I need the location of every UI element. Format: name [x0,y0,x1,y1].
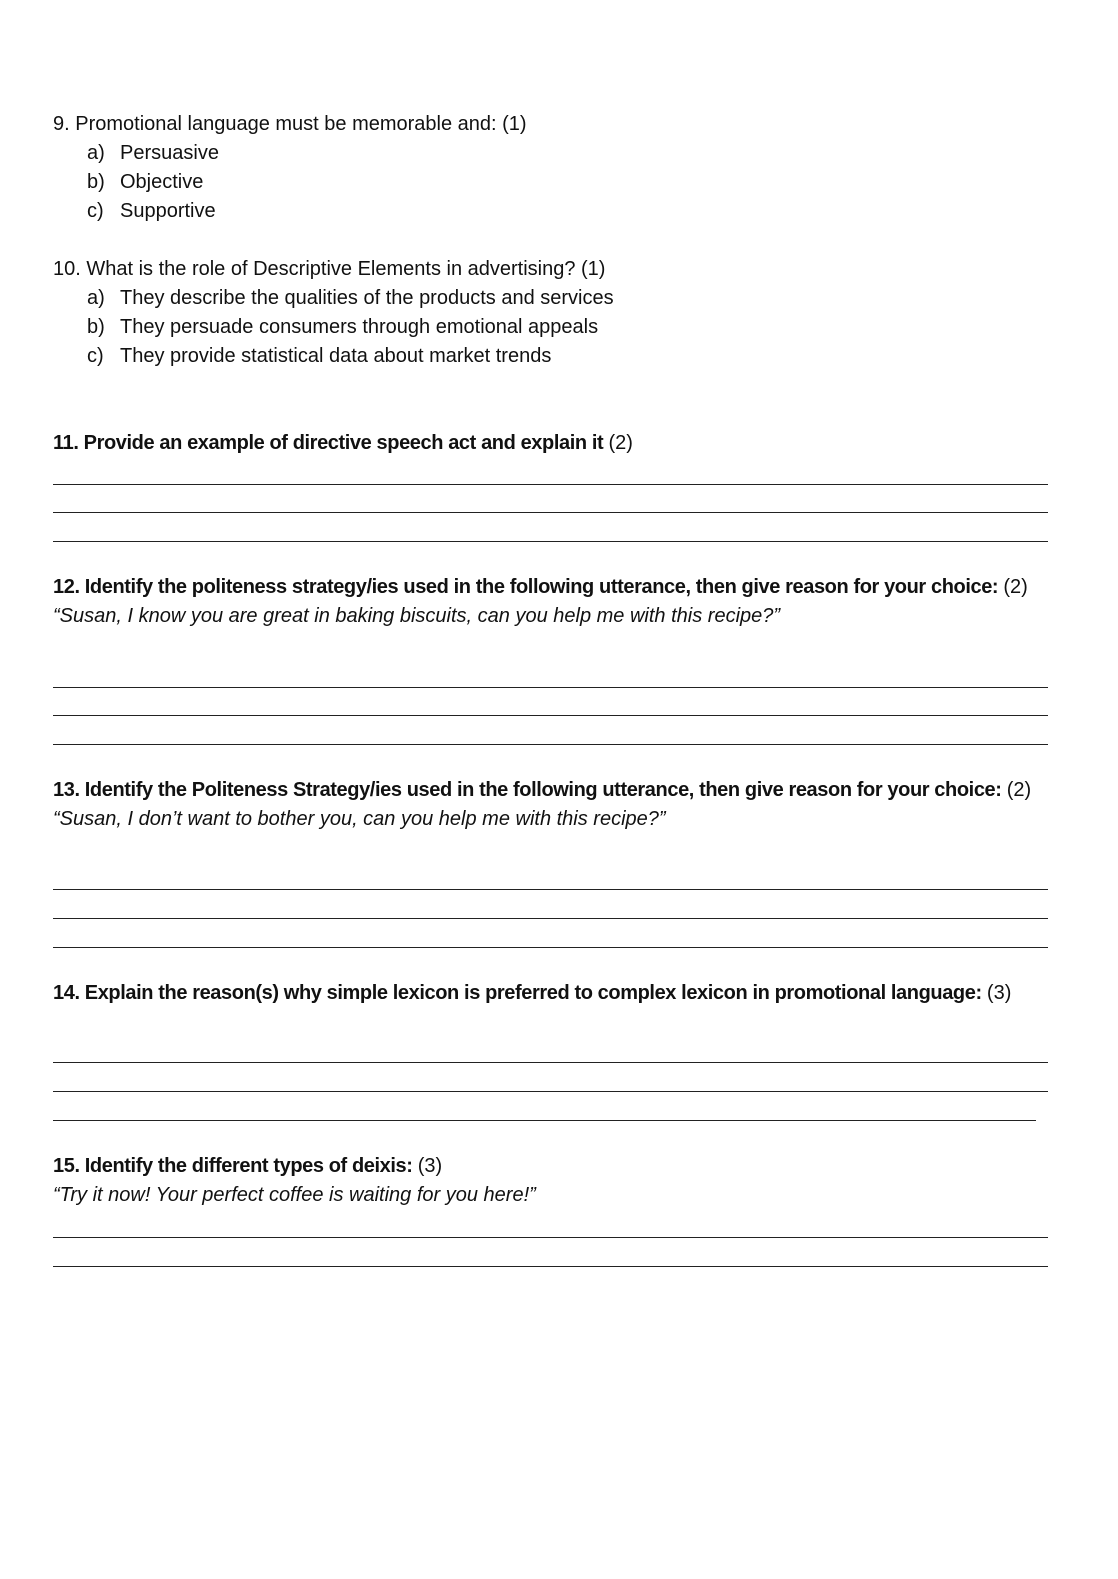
question-15-title: 15. Identify the different types of deixis: (3) [53,1155,443,1177]
answer-line[interactable] [53,1062,1048,1063]
option-10b: b) They persuade consumers through emotional appeals [87,316,599,338]
answer-line[interactable] [53,541,1048,542]
question-15-points: (3) [417,1155,443,1177]
question-11 [53,428,1063,458]
answer-line[interactable] [53,1091,1048,1092]
question-9-text: 9. Promotional language must be memorable and: (1) [53,113,527,135]
option-10c: c) They provide statistical data about market trends [87,345,552,367]
question-12-title: 12. Identify the politeness strategy/ies used in the following utterance, then give reason for your choice: (2) [53,576,1028,598]
question-13-quote: “Susan, I don’t want to bother you, can you help me with this recipe?” [53,808,666,830]
answer-line[interactable] [53,1237,1048,1238]
answer-line[interactable] [53,484,1048,485]
question-13-title: 13. Identify the Politeness Strategy/ies used in the following utterance, then give reason for your choice: (2) [53,779,1032,801]
answer-line[interactable] [53,687,1048,688]
option-9a: a) Persuasive [87,142,219,164]
question-15 [53,1151,1063,1210]
question-13-points: (2) [1006,779,1032,801]
answer-line[interactable] [53,1120,1036,1121]
question-12-points: (2) [1003,576,1028,598]
option-9b: b) Objective [87,171,204,193]
answer-line[interactable] [53,512,1048,513]
question-14-points: (3) [986,982,1012,1004]
answer-line[interactable] [53,889,1048,890]
question-13 [53,775,1063,834]
option-10a: a) They describe the qualities of the products and services [87,287,614,309]
question-11-title: 11. Provide an example of directive speech act and explain it (2) [53,432,633,454]
answer-line[interactable] [53,715,1048,716]
question-14 [53,978,1063,1008]
question-11-points: (2) [608,432,633,454]
answer-line[interactable] [53,918,1048,919]
question-15-quote: “Try it now! Your perfect coffee is waiting for you here!” [53,1184,536,1206]
option-9c: c) Supportive [87,200,216,222]
answer-line[interactable] [53,947,1048,948]
question-14-title: 14. Explain the reason(s) why simple lexicon is preferred to complex lexicon in promotional language: (3) [53,982,1012,1004]
answer-line[interactable] [53,744,1048,745]
question-9 [53,110,1063,226]
answer-line[interactable] [53,1266,1048,1267]
question-10-text: 10. What is the role of Descriptive Elements in advertising? (1) [53,258,606,280]
question-12 [53,572,1063,631]
question-10 [53,255,1063,371]
question-12-quote: “Susan, I know you are great in baking biscuits, can you help me with this recipe?” [53,605,781,627]
